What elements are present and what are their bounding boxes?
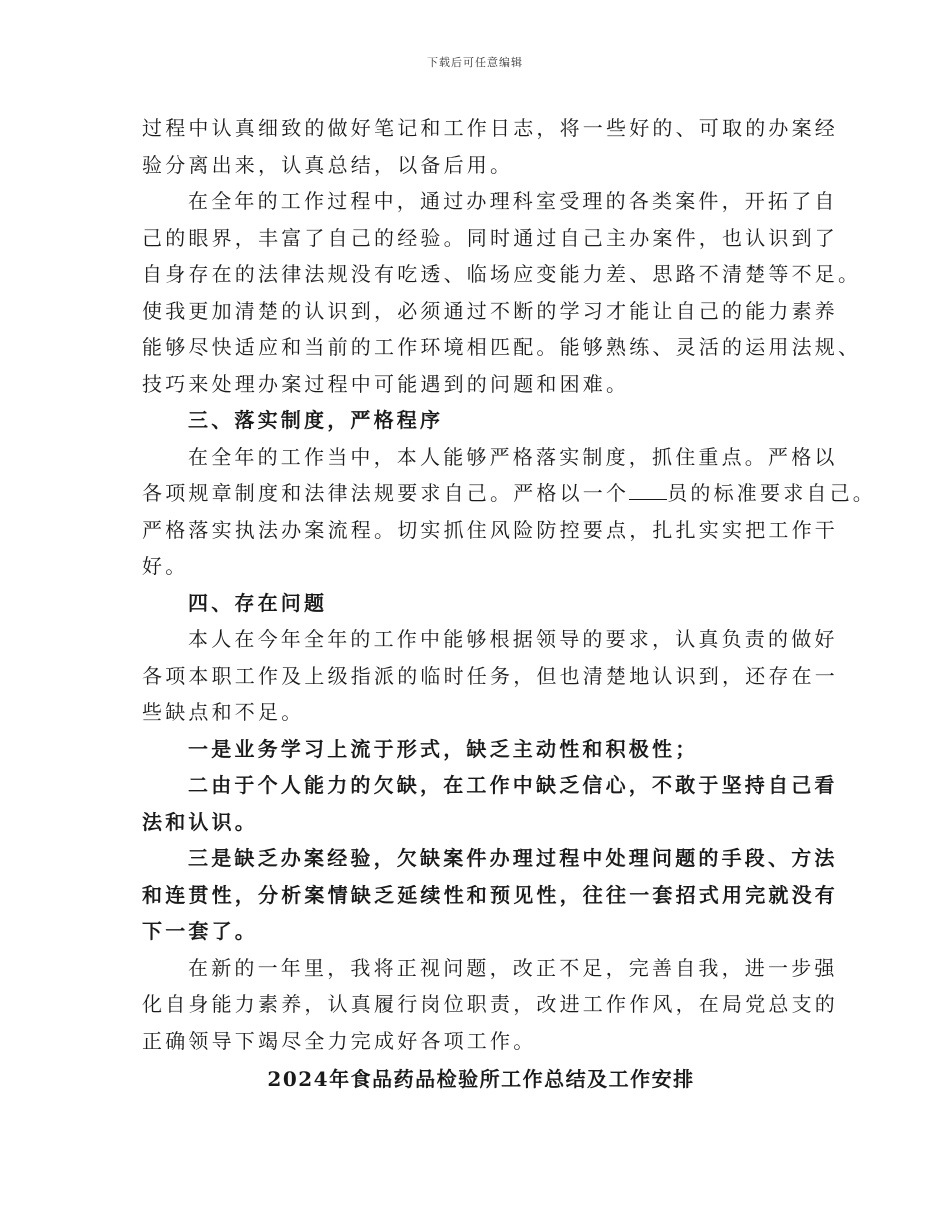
- paragraph-line: 技巧来处理办案过程中可能遇到的问题和困难。: [142, 371, 630, 396]
- bold-paragraph-line: 二由于个人能力的欠缺，在工作中缺乏信心，不敢于坚持自己看: [188, 773, 838, 797]
- paragraph-line: 验分离出来，认真总结，以备后用。: [142, 152, 514, 177]
- bold-paragraph-line: 三是缺乏办案经验，欠缺案件办理过程中处理问题的手段、方法: [188, 846, 838, 870]
- document-body: [142, 110, 877, 1098]
- paragraph-line: [142, 475, 877, 512]
- paragraph-line: 使我更加清楚的认识到，必须通过不断的学习才能让自己的能力素养: [142, 298, 838, 323]
- bold-paragraph-line: 法和认识。: [142, 809, 258, 834]
- section-heading: 四、存在问题: [188, 590, 328, 615]
- section-heading: 三、落实制度，严格程序: [188, 408, 444, 432]
- bold-paragraph-line: 一是业务学习上流于形式，缺乏主动性和积极性；: [188, 736, 699, 761]
- bold-paragraph-line: 下一套了。: [142, 919, 258, 943]
- paragraph-line: 正确领导下竭尽全力完成好各项工作。: [142, 1028, 537, 1053]
- paragraph-line: 本人在今年全年的工作中能够根据领导的要求，认真负责的做好: [188, 627, 838, 651]
- paragraph-line: 在新的一年里，我将正视问题，改正不足，完善自我，进一步强: [188, 955, 838, 980]
- document-title: 2024年食品药品检验所工作总结及工作安排: [267, 1067, 695, 1091]
- text-segment: 员的标准要求自己。: [667, 481, 877, 505]
- paragraph-line: 在全年的工作过程中，通过办理科室受理的各类案件，开拓了自: [188, 189, 838, 213]
- paragraph-line: 在全年的工作当中，本人能够严格落实制度，抓住重点。严格以: [188, 444, 838, 469]
- paragraph-line: 好。: [142, 554, 189, 578]
- fill-in-blank: [629, 481, 667, 500]
- paragraph-line: 能够尽快适应和当前的工作环境相匹配。能够熟练、灵活的运用法规、: [142, 335, 862, 359]
- paragraph-line: 化自身能力素养，认真履行岗位职责，改进工作作风，在局党总支的: [142, 992, 838, 1016]
- bold-paragraph-line: 和连贯性，分析案情缺乏延续性和预见性，往往一套招式用完就没有: [142, 882, 838, 907]
- paragraph-line: 过程中认真细致的做好笔记和工作日志，将一些好的、可取的办案经: [142, 116, 838, 140]
- text-segment: 各项规章制度和法律法规要求自己。严格以一个: [142, 481, 630, 505]
- paragraph-line: 严格落实执法办案流程。切实抓住风险防控要点，扎扎实实把工作干: [142, 517, 838, 542]
- paragraph-line: 自身存在的法律法规没有吃透、临场应变能力差、思路不清楚等不足。: [142, 262, 862, 286]
- paragraph-line: 些缺点和不足。: [142, 700, 305, 724]
- paragraph-line: 各项本职工作及上级指派的临时任务，但也清楚地认识到，还存在一: [142, 663, 838, 688]
- page-header-note: 下载后可任意编辑: [427, 56, 523, 69]
- paragraph-line: 己的眼界，丰富了自己的经验。同时通过自己主办案件，也认识到了: [142, 225, 838, 250]
